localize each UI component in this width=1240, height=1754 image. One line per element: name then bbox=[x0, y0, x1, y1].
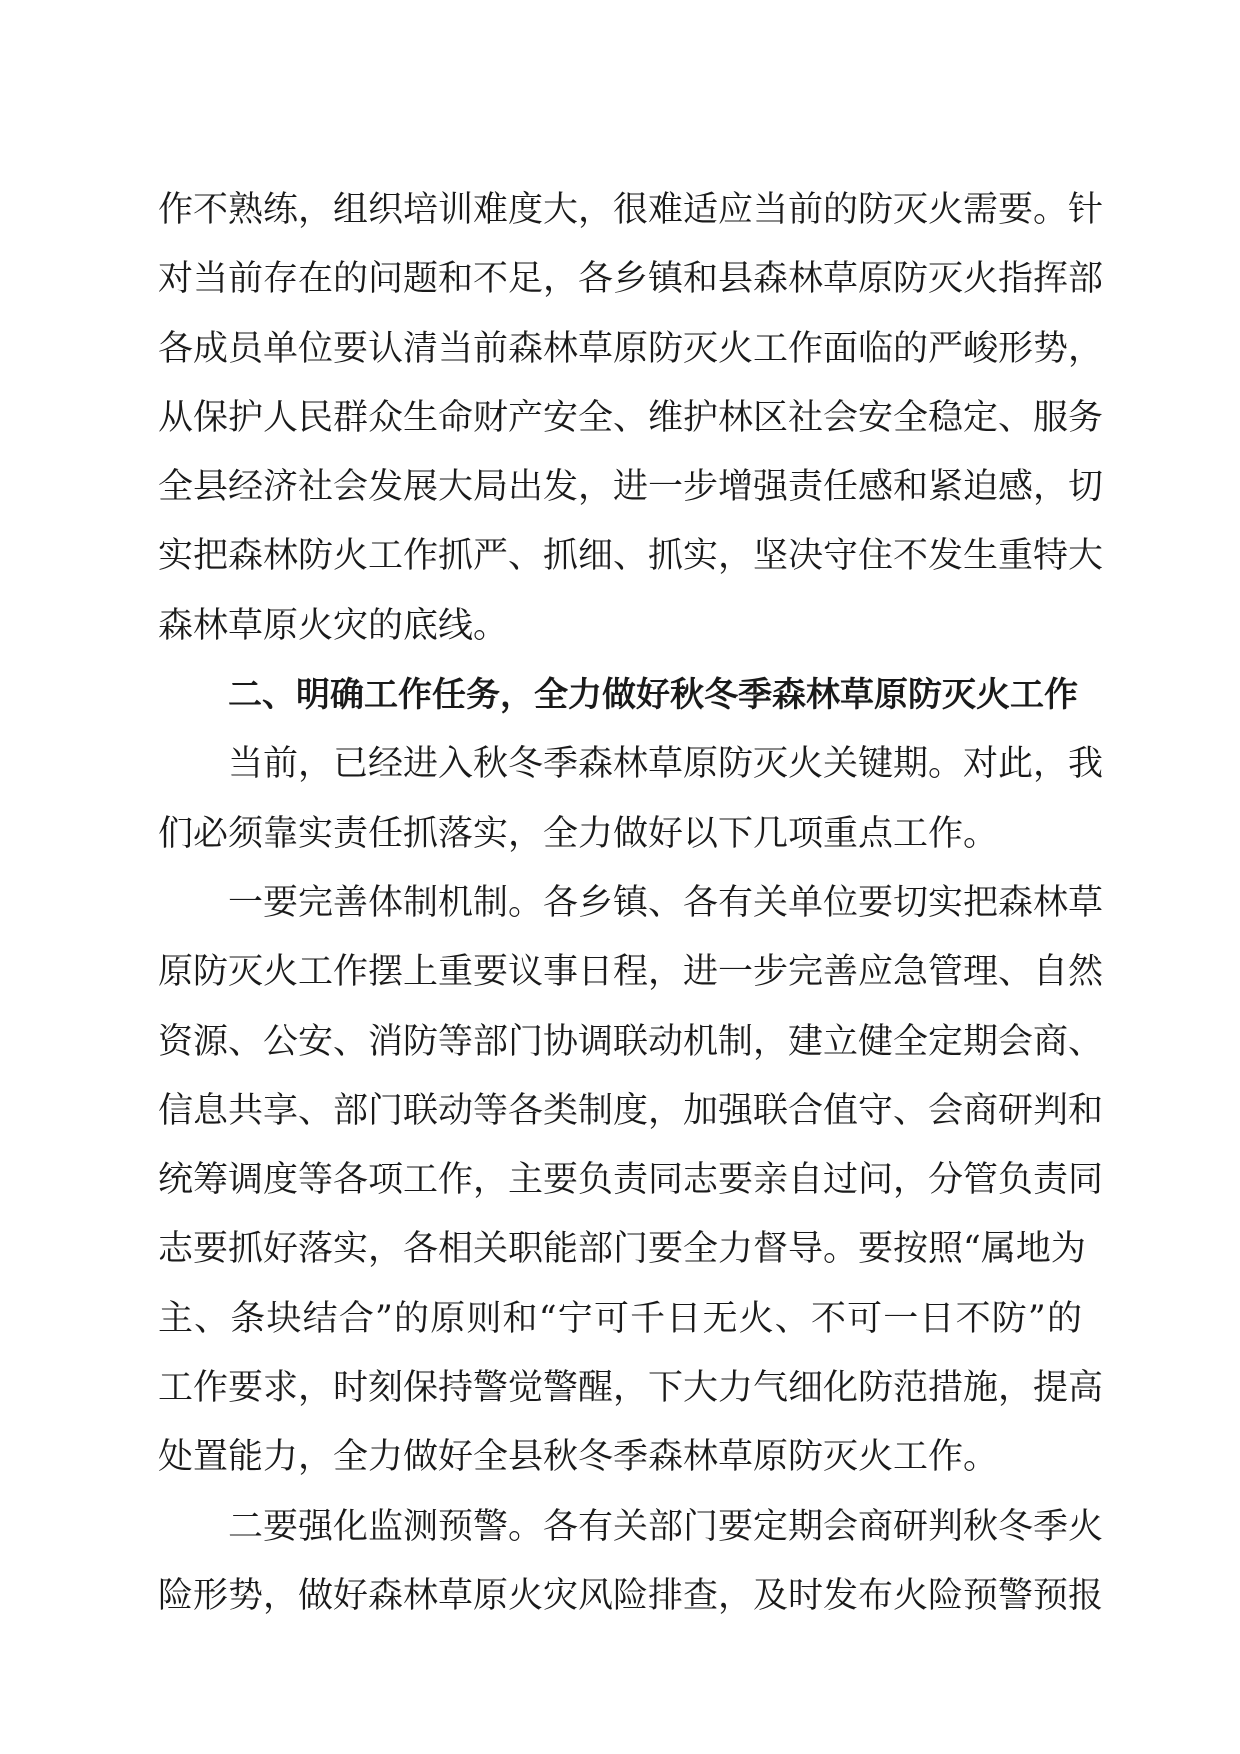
text-line-16: 志要抓好落实，各相关职能部门要全力督导。要按照“属地为 bbox=[158, 1229, 1086, 1270]
text-line-13: 资源、公安、消防等部门协调联动机制，建立健全定期会商、 bbox=[158, 1021, 1104, 1062]
text-line-4: 从保护人民群众生命财产安全、维护林区社会安全稳定、服务 bbox=[158, 397, 1104, 438]
text-line-9: 当前，已经进入秋冬季森林草原防灭火关键期。对此，我 bbox=[228, 744, 1104, 785]
text-line-7: 森林草原火灾的底线。 bbox=[158, 605, 509, 646]
text-line-20: 二要强化监测预警。各有关部门要定期会商研判秋冬季火 bbox=[228, 1506, 1104, 1547]
text-line-3: 各成员单位要认清当前森林草原防灭火工作面临的严峻形势， bbox=[158, 328, 1104, 369]
text-line-10: 们必须靠实责任抓落实，全力做好以下几项重点工作。 bbox=[158, 813, 999, 854]
document-body bbox=[158, 186, 1104, 1641]
text-line-2: 对当前存在的问题和不足，各乡镇和县森林草原防灭火指挥部 bbox=[158, 259, 1104, 300]
text-line-6: 实把森林防火工作抓严、抓细、抓实，坚决守住不发生重特大 bbox=[158, 536, 1104, 577]
text-line-11: 一要完善体制机制。各乡镇、各有关单位要切实把森林草 bbox=[228, 882, 1104, 923]
text-line-19: 处置能力，全力做好全县秋冬季森林草原防灭火工作。 bbox=[158, 1437, 999, 1478]
text-line-18: 工作要求，时刻保持警觉警醒，下大力气细化防范措施，提高 bbox=[158, 1368, 1104, 1409]
text-line-15: 统筹调度等各项工作，主要负责同志要亲自过问，分管负责同 bbox=[158, 1160, 1104, 1201]
text-line-14: 信息共享、部门联动等各类制度，加强联合值守、会商研判和 bbox=[158, 1090, 1104, 1131]
text-line-5: 全县经济社会发展大局出发，进一步增强责任感和紧迫感，切 bbox=[158, 467, 1104, 508]
text-line-17: 主、条块结合”的原则和“宁可千日无火、不可一日不防”的 bbox=[158, 1298, 1082, 1339]
text-line-1: 作不熟练，组织培训难度大，很难适应当前的防灭火需要。针 bbox=[158, 190, 1104, 230]
text-line-12: 原防灭火工作摆上重要议事日程，进一步完善应急管理、自然 bbox=[158, 952, 1104, 993]
text-line-21: 险形势，做好森林草原火灾风险排查，及时发布火险预警预报 bbox=[158, 1575, 1104, 1616]
section-heading: 二、明确工作任务，全力做好秋冬季森林草原防灭火工作 bbox=[228, 675, 1078, 716]
